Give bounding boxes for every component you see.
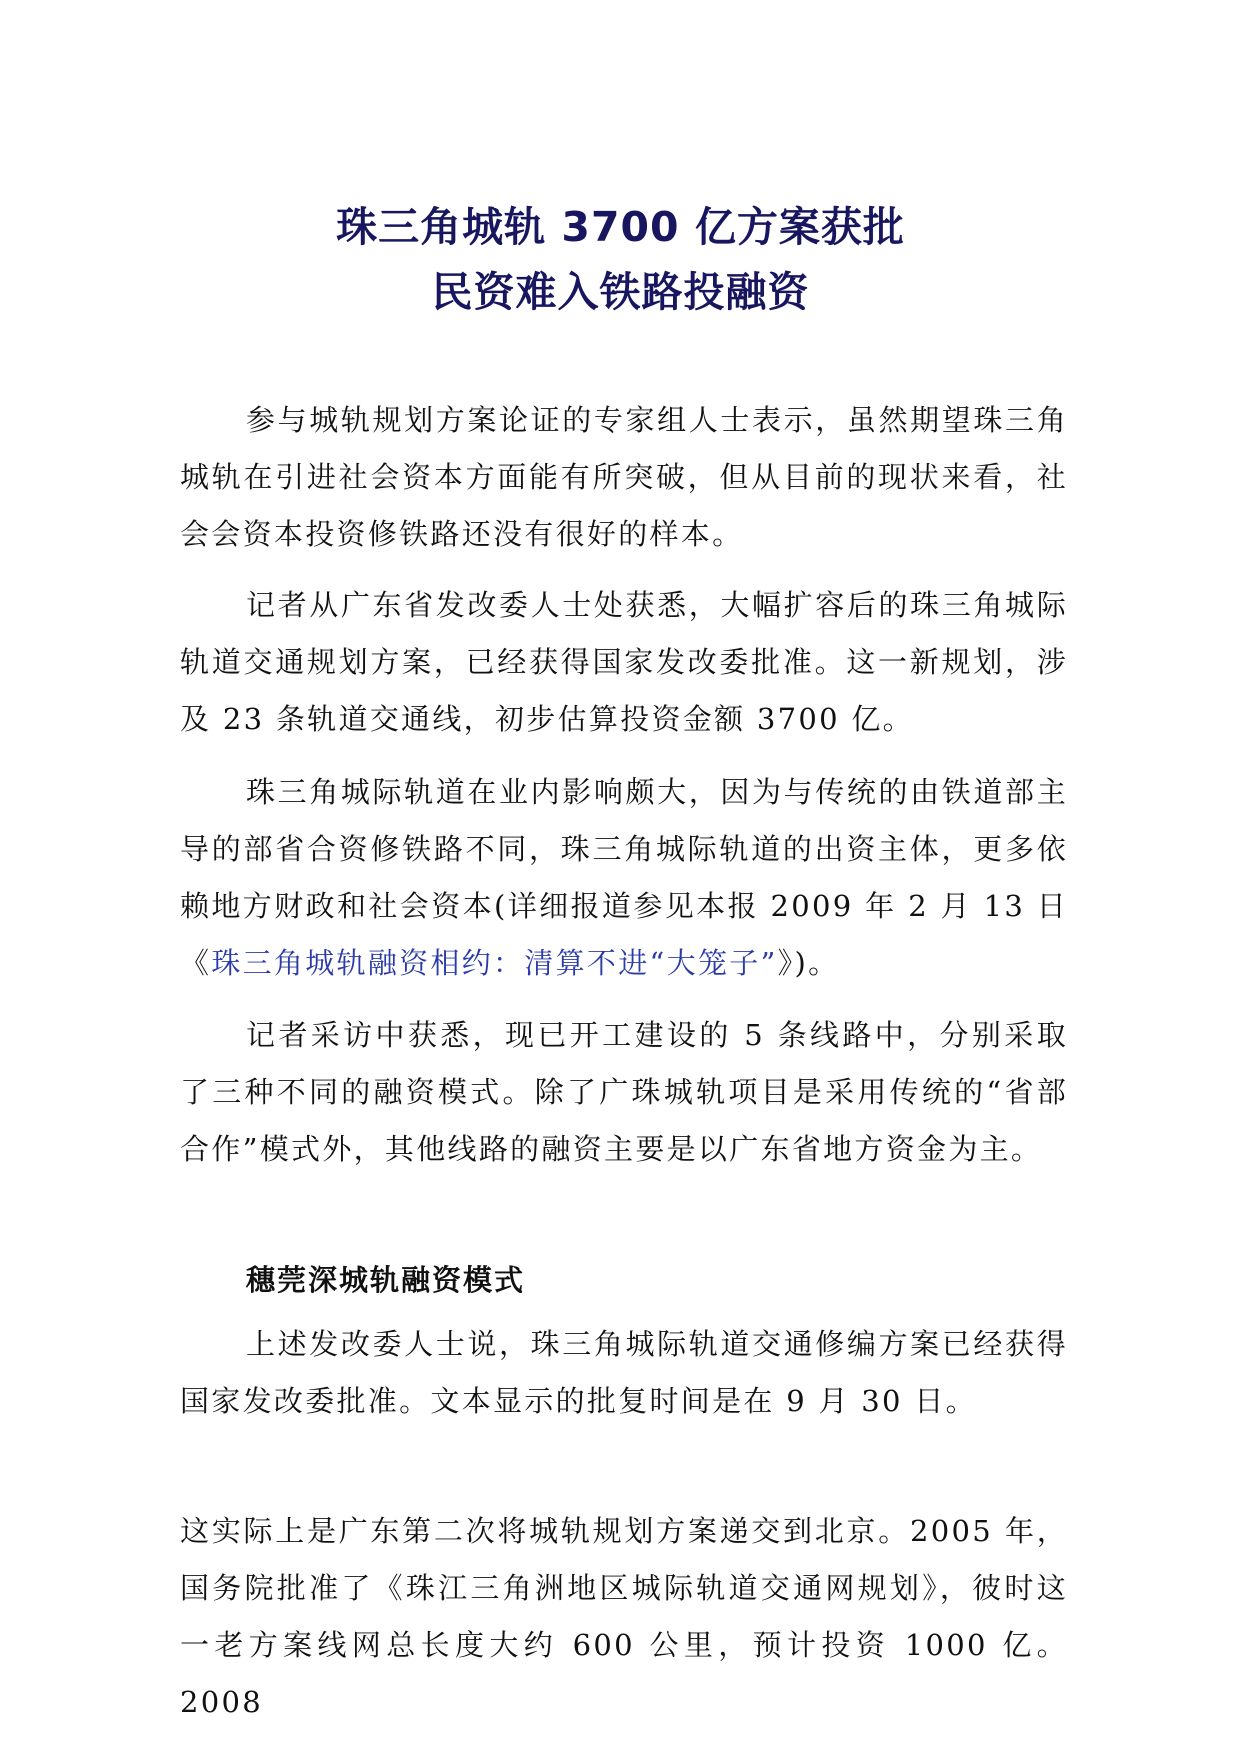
paragraph-3-text-before-link: 珠三角城际轨道在业内影响颇大，因为与传统的由铁道部主导的部省合资修铁路不同，珠三角城际轨道的出资主体，更多依赖地方财政和社会资本(详细报道参见本报 2009 年 2 月 13 日《 <box>180 775 1068 980</box>
paragraph-2: 记者从广东省发改委人士处获悉，大幅扩容后的珠三角城际轨道交通规划方案，已经获得国家发改委批准。这一新规划，涉及 23 条轨道交通线，初步估算投资金额 3700 亿。 <box>180 588 1068 736</box>
article-title-line-1: 珠三角城轨 3700 亿方案获批 <box>336 203 905 251</box>
paragraph-1: 参与城轨规划方案论证的专家组人士表示，虽然期望珠三角城轨在引进社会资本方面能有所突破，但从目前的现状来看，社会会资本投资修铁路还没有很好的样本。 <box>180 403 1068 551</box>
referenced-article-link[interactable]: 珠三角城轨融资相约：清算不进“大笼子” <box>211 946 778 980</box>
paragraph-5: 上述发改委人士说，珠三角城际轨道交通修编方案已经获得国家发改委批准。文本显示的批复时间是在 9 月 30 日。 <box>180 1327 1068 1418</box>
article-title-line-2: 民资难入铁路投融资 <box>431 268 810 316</box>
section-heading: 穗莞深城轨融资模式 <box>246 1263 526 1297</box>
paragraph-3-text-after-link: 》)。 <box>777 946 840 980</box>
paragraph-6: 这实际上是广东第二次将城轨规划方案递交到北京。2005 年，国务院批准了《珠江三角洲地区城际轨道交通网规划》，彼时这一老方案线网总长度大约 600 公里，预计投资 1000 亿。2008 <box>180 1514 1068 1719</box>
paragraph-3 <box>180 764 1068 992</box>
paragraph-4: 记者采访中获悉，现已开工建设的 5 条线路中，分别采取了三种不同的融资模式。除了广珠城轨项目是采用传统的“省部合作”模式外，其他线路的融资主要是以广东省地方资金为主。 <box>180 1018 1068 1166</box>
